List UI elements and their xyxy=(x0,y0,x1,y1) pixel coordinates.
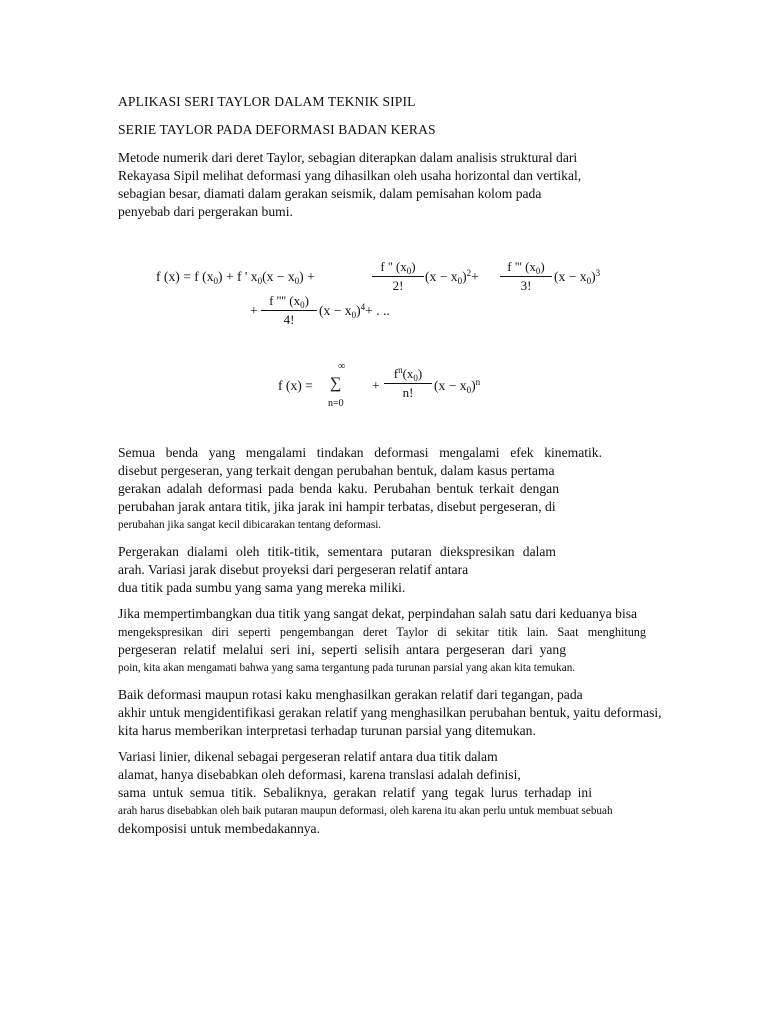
para5-line-2: alamat, hanya disebabkan oleh deformasi, karena translasi adalah definisi, xyxy=(118,767,521,782)
eq1-lhs: f (x) = f $(x_0) + f$ ' $x_0(x - x_0)$ + xyxy=(156,269,315,286)
para1-line-1: Semua benda yang mengalami tindakan deformasi mengalami efek kinematik. xyxy=(118,445,602,460)
para3-line-3: pergeseran relatif melalui seri ini, seperti selisih antara pergeseran dari yang xyxy=(118,642,566,657)
para2-line-3: dua titik pada sumbu yang sama yang mereka miliki. xyxy=(118,580,406,595)
eq2-factor: $(x - x_0)^n$ xyxy=(434,377,481,395)
document-title: APLIKASI SERI TAYLOR DALAM TEKNIK SIPIL xyxy=(118,94,416,109)
section-heading: SERIE TAYLOR PADA DEFORMASI BADAN KERAS xyxy=(118,122,436,137)
para4-line-1: Baik deformasi maupun rotasi kaku menghasilkan gerakan relatif dari tegangan, pada xyxy=(118,687,583,702)
eq1-third-term-factor: $(x - x_0)^3$ xyxy=(554,268,601,286)
eq1-fraction-second-derivative: $\frac{f '' (x_0)}{2!}$ xyxy=(372,259,424,294)
intro-line-1: Metode numerik dari deret Taylor, sebagian diterapkan dalam analisis struktural dari xyxy=(118,150,578,165)
summation-lower-bound: n=0 xyxy=(328,398,344,409)
para3-line-4: poin, kita akan mengamati bahwa yang sama tergantung pada turunan parsial yang akan kita temukan. xyxy=(118,662,576,674)
para1-line-3: gerakan adalah deformasi pada benda kaku. Perubahan bentuk terkait dengan xyxy=(118,481,559,496)
para5-line-1: Variasi linier, dikenal sebagai pergeseran relatif antara dua titik dalam xyxy=(118,749,498,764)
eq2-lhs: f (x) = xyxy=(278,378,313,393)
para5-line-5: dekomposisi untuk membedakannya. xyxy=(118,821,320,836)
para1-line-2: disebut pergeseran, yang terkait dengan perubahan bentuk, dalam kasus pertama xyxy=(118,463,555,478)
infinity-symbol: ∞ xyxy=(338,361,346,372)
eq1-second-term-factor: $(x - x_0)^2+$ xyxy=(425,268,479,286)
eq2-plus: + xyxy=(372,378,380,393)
para2-line-1: Pergerakan dialami oleh titik-titik, sementara putaran diekspresikan dalam xyxy=(118,544,556,559)
eq1-fourth-term-factor: $(x - x_0)^4+$ . .. xyxy=(319,302,390,320)
eq1-fraction-third-derivative: $\frac{f ''' (x_0)}{3!}$ xyxy=(500,259,552,294)
eq1-line2-plus: + xyxy=(250,303,258,318)
para4-line-2: akhir untuk mengidentifikasi gerakan relatif yang menghasilkan perubahan bentuk, yaitu deformasi, xyxy=(118,705,662,720)
para4-line-3: kita harus memberikan interpretasi terhadap turunan parsial yang ditemukan. xyxy=(118,723,536,738)
para3-line-2: mengekspresikan diri seperti pengembangan deret Taylor di sekitar titik lain. Saat menghitung xyxy=(118,625,646,639)
eq2-fraction: $\frac{f^n(x_0)}{n!}$ xyxy=(384,366,432,401)
intro-line-4: penyebab dari pergerakan bumi. xyxy=(118,204,293,219)
para5-line-4: arah harus disebabkan oleh baik putaran maupun deformasi, oleh karena itu akan perlu untuk membuat sebuah xyxy=(118,805,613,817)
para3-line-1: Jika mempertimbangkan dua titik yang sangat dekat, perpindahan salah satu dari keduanya bisa xyxy=(118,606,638,621)
intro-line-3: sebagian besar, diamati dalam gerakan seismik, dalam pemisahan kolom pada xyxy=(118,186,542,201)
para1-line-5: perubahan jika sangat kecil dibicarakan tentang deformasi. xyxy=(118,519,382,531)
eq1-fraction-fourth-derivative: $\frac{f '''' (x_0)}{4!}$ xyxy=(261,293,317,328)
summation-symbol: ∑ xyxy=(330,375,342,392)
intro-line-2: Rekayasa Sipil melihat deformasi yang dihasilkan oleh usaha horizontal dan vertikal, xyxy=(118,168,582,183)
para1-line-4: perubahan jarak antara titik, jika jarak ini hampir terbatas, disebut pergeseran, di xyxy=(118,499,556,514)
para5-line-3: sama untuk semua titik. Sebaliknya, gerakan relatif yang tegak lurus terhadap ini xyxy=(118,785,592,800)
para2-line-2: arah. Variasi jarak disebut proyeksi dari pergeseran relatif antara xyxy=(118,562,469,577)
